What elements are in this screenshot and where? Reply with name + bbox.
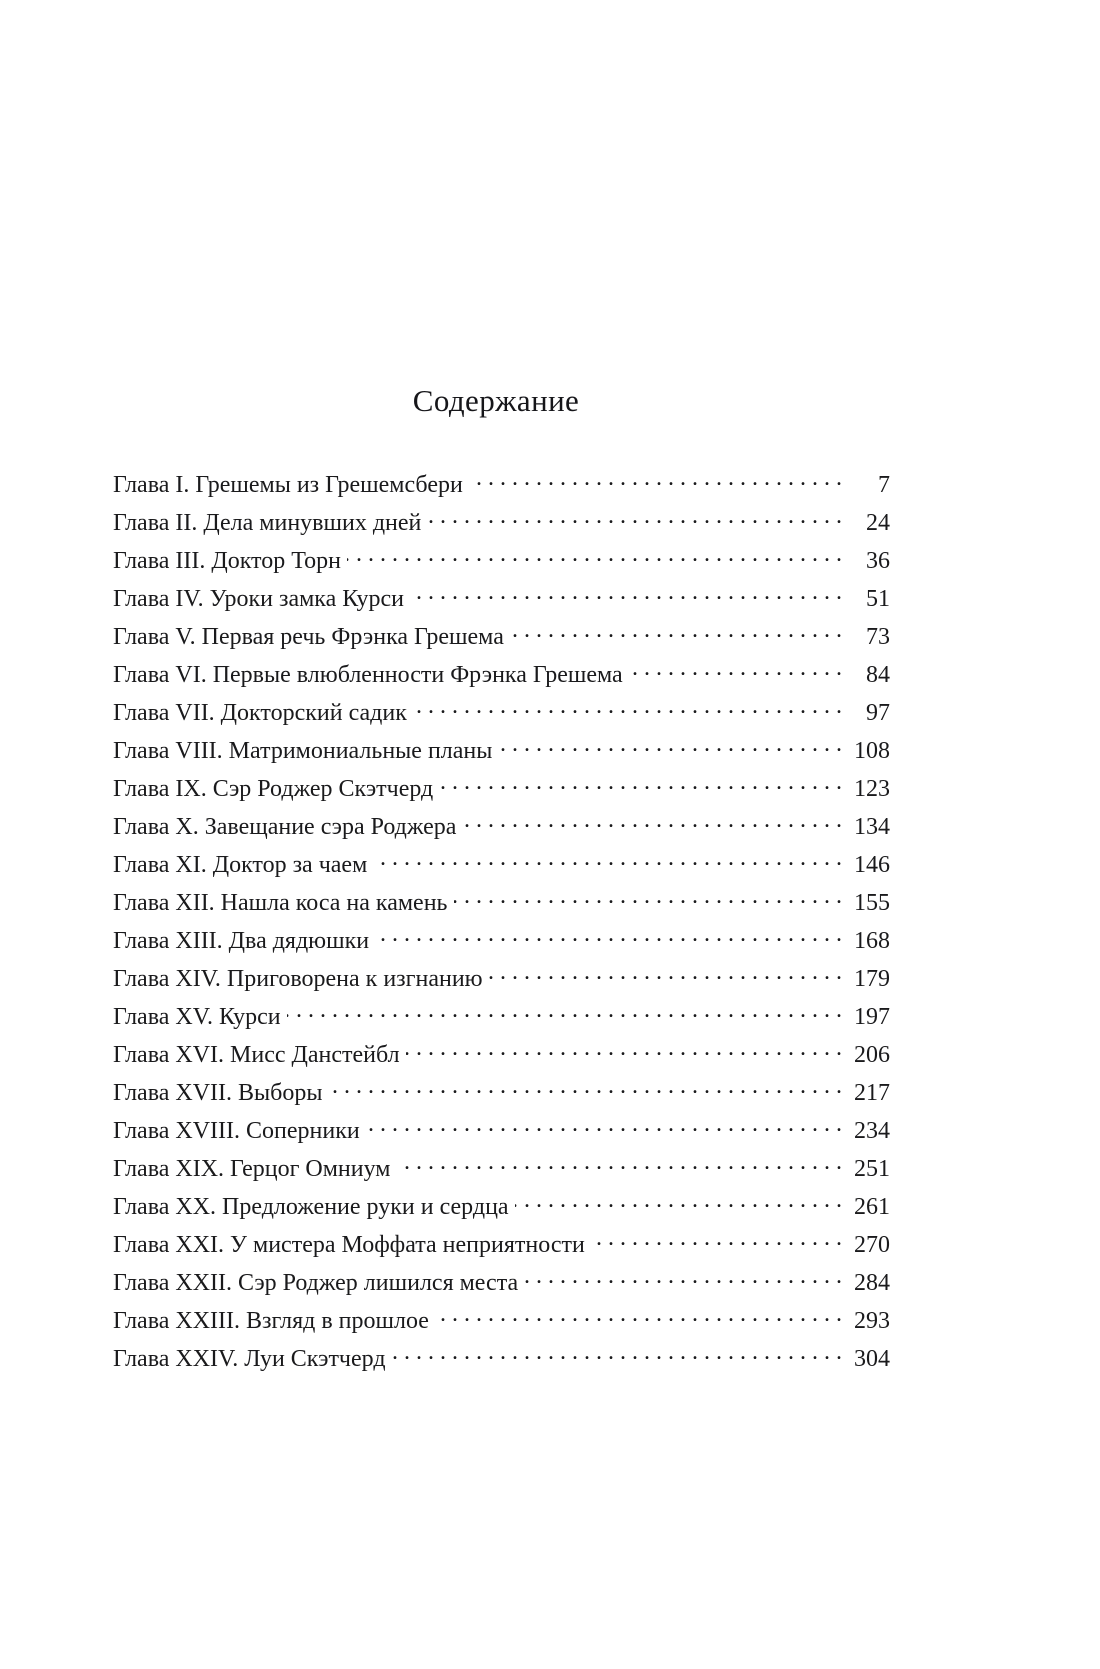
toc-entry[interactable] [113,886,890,924]
toc-entry-page-number: 217 [854,1080,890,1106]
toc-entry-page-number: 168 [854,928,890,954]
toc-entry-page-number: 234 [854,1118,890,1144]
toc-entry-page-number: 270 [854,1232,890,1258]
toc-entry[interactable] [113,1114,890,1152]
toc-entry-page-number: 123 [854,776,890,802]
table-of-contents-list [113,468,890,1380]
toc-entry-label: Глава XVI. Мисс Данстейбл [113,1042,400,1068]
toc-entry[interactable] [113,620,890,658]
toc-dot-leader [489,962,842,986]
toc-entry-page-number: 261 [854,1194,890,1220]
toc-entry-label: Глава I. Грешемы из Грешемсбери [113,472,463,498]
toc-entry-page-number: 197 [854,1004,890,1030]
toc-entry-page-number: 251 [854,1156,890,1182]
toc-dot-leader [347,544,842,568]
toc-entry-label: Глава XXI. У мистера Моффата неприятности [113,1232,585,1258]
toc-dot-leader [328,1076,842,1100]
toc-entry[interactable] [113,1266,890,1304]
toc-entry[interactable] [113,1342,890,1380]
toc-entry[interactable] [113,848,890,886]
toc-dot-leader [524,1266,842,1290]
toc-entry-page-number: 51 [866,586,890,612]
toc-dot-leader [427,506,842,530]
toc-entry[interactable] [113,1304,890,1342]
toc-entry-page-number: 206 [854,1042,890,1068]
toc-entry-label: Глава XI. Доктор за чаем [113,852,368,878]
toc-dot-leader [591,1228,842,1252]
toc-dot-leader [287,1000,842,1024]
toc-entry-label: Глава X. Завещание сэра Роджера [113,814,457,840]
toc-entry-label: Глава XVIII. Соперники [113,1118,360,1144]
toc-dot-leader [410,582,842,606]
toc-entry[interactable] [113,506,890,544]
toc-entry[interactable] [113,658,890,696]
toc-entry-page-number: 84 [866,662,890,688]
toc-entry-label: Глава XXIII. Взгляд в прошлое [113,1308,429,1334]
toc-entry-page-number: 108 [854,738,890,764]
toc-entry-label: Глава III. Доктор Торн [113,548,341,574]
toc-entry-label: Глава V. Первая речь Фрэнка Грешема [113,624,504,650]
toc-entry-label: Глава XVII. Выборы [113,1080,323,1106]
toc-entry-page-number: 146 [854,852,890,878]
toc-entry-label: Глава IV. Уроки замка Курси [113,586,404,612]
toc-dot-leader [469,468,842,492]
toc-dot-leader [454,886,843,910]
toc-entry[interactable] [113,810,890,848]
toc-entry-page-number: 155 [854,890,890,916]
toc-dot-leader [498,734,842,758]
toc-dot-leader [392,1342,842,1366]
toc-dot-leader [629,658,842,682]
toc-entry-label: Глава XV. Курси [113,1004,281,1030]
toc-entry-label: Глава II. Дела минувших дней [113,510,422,536]
page-title: Содержание [412,383,580,418]
toc-entry-page-number: 97 [866,700,890,726]
toc-entry[interactable] [113,1038,890,1076]
toc-entry[interactable] [113,544,890,582]
toc-entry-page-number: 24 [866,510,890,536]
toc-entry-page-number: 293 [854,1308,890,1334]
toc-dot-leader [510,620,842,644]
toc-dot-leader [366,1114,842,1138]
toc-entry-label: Глава XIII. Два дядюшки [113,928,370,954]
toc-dot-leader [462,810,842,834]
toc-dot-leader [435,1304,842,1328]
toc-entry-page-number: 284 [854,1270,890,1296]
toc-entry-label: Глава XIX. Герцог Омниум [113,1156,391,1182]
toc-dot-leader [406,1038,842,1062]
toc-dot-leader [397,1152,843,1176]
toc-entry[interactable] [113,962,890,1000]
toc-entry-label: Глава XIV. Приговорена к изгнанию [113,966,483,992]
toc-entry-label: Глава XXIV. Луи Скэтчерд [113,1346,386,1372]
toc-entry-page-number: 73 [866,624,890,650]
toc-entry-label: Глава VI. Первые влюбленности Фрэнка Грешема [113,662,623,688]
toc-entry-page-number: 134 [854,814,890,840]
toc-entry[interactable] [113,696,890,734]
toc-entry-page-number: 7 [878,472,890,498]
toc-entry[interactable] [113,468,890,506]
toc-entry-label: Глава VII. Докторский садик [113,700,407,726]
toc-dot-leader [373,848,842,872]
toc-entry-page-number: 36 [866,548,890,574]
toc-entry-page-number: 179 [854,966,890,992]
toc-entry[interactable] [113,924,890,962]
toc-dot-leader [515,1190,842,1214]
toc-dot-leader [413,696,842,720]
toc-entry[interactable] [113,734,890,772]
toc-entry-label: Глава XXII. Сэр Роджер лишился места [113,1270,519,1296]
toc-dot-leader [439,772,842,796]
toc-entry[interactable] [113,1000,890,1038]
toc-entry[interactable] [113,1190,890,1228]
toc-entry-label: Глава XII. Нашла коса на камень [113,890,448,916]
toc-entry-label: Глава VIII. Матримониальные планы [113,738,493,764]
toc-entry-label: Глава XX. Предложение руки и сердца [113,1194,509,1220]
toc-entry[interactable] [113,582,890,620]
toc-entry-label: Глава IX. Сэр Роджер Скэтчерд [113,776,434,802]
toc-entry[interactable] [113,1076,890,1114]
toc-entry-page-number: 304 [854,1346,890,1372]
toc-entry[interactable] [113,772,890,810]
toc-dot-leader [375,924,842,948]
toc-entry[interactable] [113,1228,890,1266]
toc-entry[interactable] [113,1152,890,1190]
